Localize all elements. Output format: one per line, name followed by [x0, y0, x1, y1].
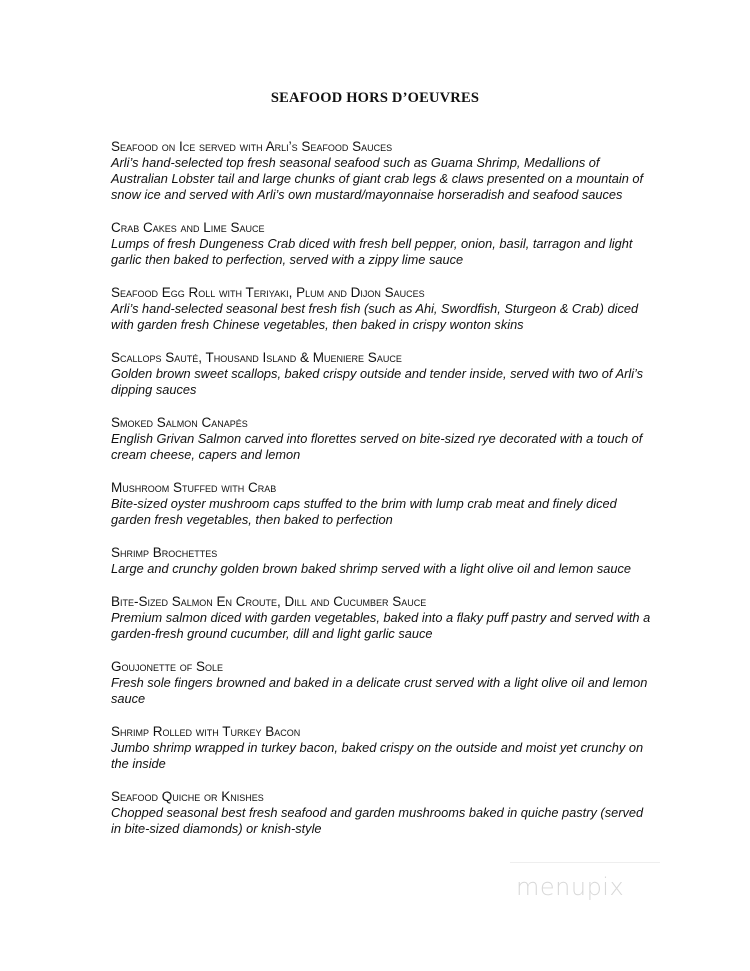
menu-item-name: Mushroom Stuffed with Crab	[111, 480, 277, 495]
watermark-logo: menupix	[516, 873, 625, 901]
menu-item	[111, 789, 651, 837]
menu-item-name: Shrimp Brochettes	[111, 545, 218, 560]
menu-item-name: Seafood on Ice served with Arli’s Seafood Sauces	[111, 139, 393, 154]
menu-item-description: Lumps of fresh Dungeness Crab diced with fresh bell pepper, onion, basil, tarragon and light garlic then baked to perfection, served with a zippy lime sauce	[111, 236, 633, 267]
menu-item-description: Jumbo shrimp wrapped in turkey bacon, baked crispy on the outside and moist yet crunchy on the inside	[111, 740, 644, 771]
menu-item-name: Goujonette of Sole	[111, 659, 224, 674]
menu-item	[111, 594, 651, 642]
menu-item	[111, 659, 651, 707]
menu-item-description: Large and crunchy golden brown baked shrimp served with a light olive oil and lemon sauce	[111, 561, 631, 576]
menu-item	[111, 285, 651, 333]
menu-item-name: Smoked Salmon Canapés	[111, 415, 248, 430]
menu-item-name: Bite-Sized Salmon En Croute, Dill and Cucumber Sauce	[111, 594, 427, 609]
menu-item-description: English Grivan Salmon carved into florettes served on bite-sized rye decorated with a touch of cream cheese, capers and lemon	[111, 431, 643, 462]
menu-item-name: Crab Cakes and Lime Sauce	[111, 220, 265, 235]
menu-item-name: Seafood Quiche or Knishes	[111, 789, 264, 804]
watermark-divider	[510, 862, 660, 863]
menu-item-description: Golden brown sweet scallops, baked crispy outside and tender inside, served with two of Arli’s dipping sauces	[111, 366, 644, 397]
menu-item-description: Arli’s hand-selected top fresh seasonal seafood such as Guama Shrimp, Medallions of Australian Lobster tail and large chunks of giant crab legs & claws presented on a mountain of snow ice and served with Arli’s own mustard/mayonnaise horseradish and seafood sauces	[111, 155, 644, 202]
menu-item-description: Chopped seasonal best fresh seafood and garden mushrooms baked in quiche pastry (served in bite-sized diamonds) or knish-style	[111, 805, 644, 836]
menu-item-description: Fresh sole fingers browned and baked in a delicate crust served with a light olive oil and lemon sauce	[111, 675, 648, 706]
menu-item-description: Bite-sized oyster mushroom caps stuffed to the brim with lump crab meat and finely diced garden fresh vegetables, then baked to perfection	[111, 496, 617, 527]
menu-item	[111, 139, 651, 203]
menu-item	[111, 415, 651, 463]
menu-item	[111, 350, 651, 398]
menu-list	[111, 139, 651, 854]
menu-item	[111, 545, 651, 577]
menu-item	[111, 480, 651, 528]
menu-item	[111, 220, 651, 268]
menu-item-description: Premium salmon diced with garden vegetables, baked into a flaky puff pastry and served with a garden-fresh ground cucumber, dill and light garlic sauce	[111, 610, 651, 641]
menu-item-name: Seafood Egg Roll with Teriyaki, Plum and Dijon Sauces	[111, 285, 425, 300]
menu-item	[111, 724, 651, 772]
page-title: SEAFOOD HORS D’OEUVRES	[270, 90, 480, 106]
menu-item-description: Arli’s hand-selected seasonal best fresh fish (such as Ahi, Swordfish, Sturgeon & Crab) diced with garden fresh Chinese vegetables, then baked in crispy wonton skins	[111, 301, 639, 332]
menu-item-name: Shrimp Rolled with Turkey Bacon	[111, 724, 301, 739]
menu-item-name: Scallops Sauté, Thousand Island & Mueniere Sauce	[111, 350, 402, 365]
